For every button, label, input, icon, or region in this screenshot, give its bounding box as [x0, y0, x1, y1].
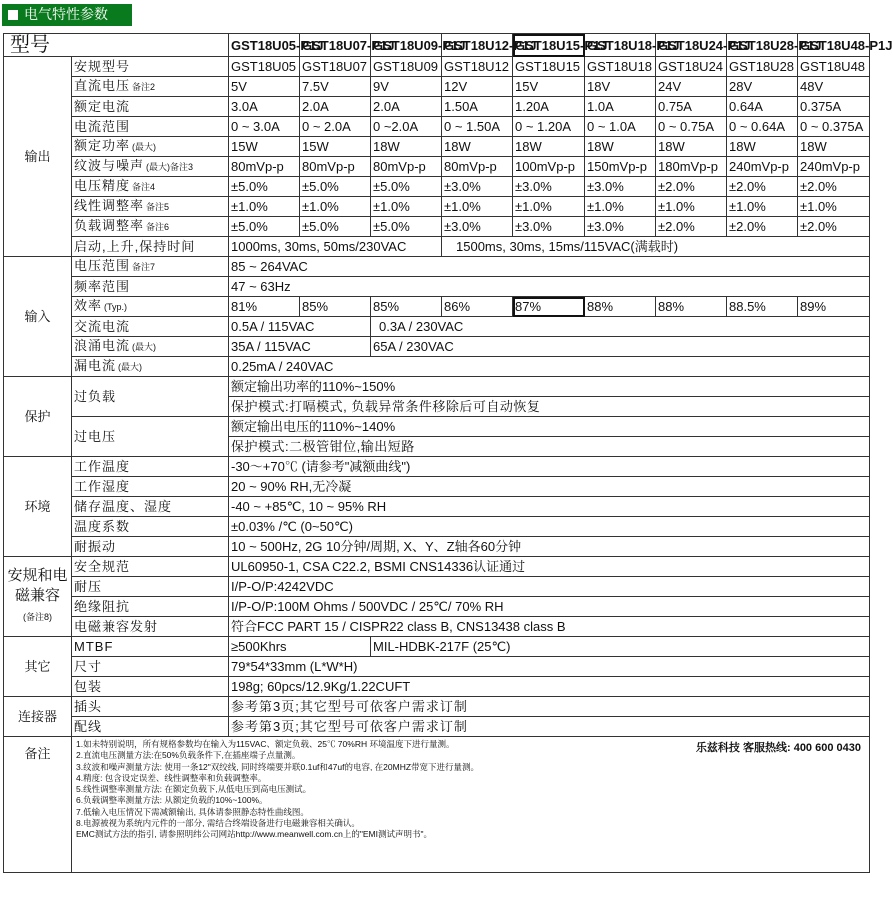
- cell: ±2.0%: [798, 217, 870, 237]
- cell: GST18U12: [442, 57, 513, 77]
- output-row: [4, 137, 870, 157]
- row-label: 安规型号: [72, 57, 229, 77]
- startup-value-230: 1000ms, 30ms, 50ms/230VAC: [229, 237, 442, 257]
- input-row: [4, 257, 870, 277]
- cell: ±1.0%: [300, 197, 371, 217]
- safety-row: [4, 557, 870, 577]
- row-label: 温度系数: [72, 517, 229, 537]
- note-line: 1.如未特别说明，所有规格参数均在输入为115VAC、额定负载、25℃ 70%RH 环境温度下进行量测。: [76, 739, 455, 749]
- cell: 24V: [656, 77, 727, 97]
- row-label: 尺寸: [72, 657, 229, 677]
- note-line: 7.低输入电压情况下需减额输出, 具体请参照静态特性曲线图。: [76, 806, 309, 817]
- row-label: 配线: [72, 717, 229, 737]
- row-label: 浪涌电流 (最大): [72, 337, 229, 357]
- output-row: [4, 177, 870, 197]
- cell: 100mVp-p: [513, 157, 585, 177]
- cell: 0 ~ 0.375A: [798, 117, 870, 137]
- environment-row: [4, 457, 870, 477]
- cell: 2.0A: [371, 97, 442, 117]
- note-line: 2.直流电压测量方法:在50%负载条件下,在插座端子点量测。: [76, 750, 301, 761]
- cell: 0 ~ 0.75A: [656, 117, 727, 137]
- section-title-bar: [2, 4, 132, 26]
- model-label: 型号: [4, 34, 229, 57]
- cell: 18V: [585, 77, 656, 97]
- row-label: 线性调整率 备注5: [72, 197, 229, 217]
- model-header: GST18U24-P1J: [656, 34, 727, 57]
- cell: ±1.0%: [371, 197, 442, 217]
- cell: ±1.0%: [798, 197, 870, 217]
- note-line: 3.纹波和噪声测量方法: 使用一条12"双绞线, 同时终端要并联0.1uf和47uf的电容, 在20MHZ带宽下进行量测。: [76, 761, 480, 772]
- input-row: [4, 277, 870, 297]
- cell: ±2.0%: [798, 177, 870, 197]
- cell: ±1.0%: [442, 197, 513, 217]
- cell: 15W: [300, 137, 371, 157]
- model-header: GST18U28-P1J: [727, 34, 798, 57]
- group-input: 输入: [4, 257, 72, 377]
- cell: ±1.0%: [229, 197, 300, 217]
- cell: 2.0A: [300, 97, 371, 117]
- row-label: 负载调整率 备注6: [72, 217, 229, 237]
- cell: ±3.0%: [442, 177, 513, 197]
- cell: 0 ~ 1.0A: [585, 117, 656, 137]
- row-label: 过负载: [72, 377, 229, 417]
- size-value: 79*54*33mm (L*W*H): [229, 657, 870, 677]
- cell: GST18U24: [656, 57, 727, 77]
- cell: 0 ~ 1.50A: [442, 117, 513, 137]
- protection-row: [4, 417, 870, 437]
- row-label: 启动,上升,保持时间: [72, 237, 229, 257]
- group-safety-note: (备注8): [23, 612, 52, 622]
- cell: ±3.0%: [442, 217, 513, 237]
- cell: ±2.0%: [656, 177, 727, 197]
- cell: ±1.0%: [656, 197, 727, 217]
- notes-row: [4, 737, 870, 873]
- row-label: 电压范围 备注7: [72, 257, 229, 277]
- startup-row: [4, 237, 870, 257]
- ac-current-230: 0.3A / 230VAC: [371, 317, 870, 337]
- environment-row: [4, 517, 870, 537]
- cell: ±1.0%: [513, 197, 585, 217]
- row-label: 过电压: [72, 417, 229, 457]
- cell: 88%: [585, 297, 656, 317]
- input-row: [4, 337, 870, 357]
- output-row: [4, 97, 870, 117]
- cell: ±3.0%: [585, 217, 656, 237]
- cell: 9V: [371, 77, 442, 97]
- cell-highlighted: 87%: [513, 297, 585, 317]
- cell: ±5.0%: [371, 217, 442, 237]
- cell: 18W: [798, 137, 870, 157]
- cell: 85%: [371, 297, 442, 317]
- cell: 85%: [300, 297, 371, 317]
- cell: 0 ~ 2.0A: [300, 117, 371, 137]
- cell: 7.5V: [300, 77, 371, 97]
- cell: ±3.0%: [513, 217, 585, 237]
- row-label: 纹波与噪声 (最大)备注3: [72, 157, 229, 177]
- row-label: 效率 (Typ.): [72, 297, 229, 317]
- ac-current-115: 0.5A / 115VAC: [229, 317, 371, 337]
- output-row: [4, 77, 870, 97]
- cell: 0 ~ 0.64A: [727, 117, 798, 137]
- cell: 0 ~ 3.0A: [229, 117, 300, 137]
- inrush-230: 65A / 230VAC: [371, 337, 870, 357]
- model-header: GST18U05-P1J: [229, 34, 300, 57]
- input-freq-value: 47 ~ 63Hz: [229, 277, 870, 297]
- cell: 18W: [442, 137, 513, 157]
- row-label: 电压精度 备注4: [72, 177, 229, 197]
- model-header: GST18U48-P1J: [798, 34, 870, 57]
- mtbf-value: ≥500Khrs: [229, 637, 371, 657]
- square-icon: [8, 10, 18, 20]
- leakage-value: 0.25mA / 240VAC: [229, 357, 870, 377]
- row-label: 漏电流 (最大): [72, 357, 229, 377]
- cell: 88.5%: [727, 297, 798, 317]
- hotline: 乐兹科技 客服热线: 400 600 0430: [695, 742, 861, 754]
- row-label: 耐振动: [72, 537, 229, 557]
- model-header: GST18U07-P1J: [300, 34, 371, 57]
- group-other: 其它: [4, 637, 72, 697]
- other-row: [4, 657, 870, 677]
- row-label: 包装: [72, 677, 229, 697]
- note-line: 5.线性调整率测量方法: 在额定负载下,从低电压到高电压测试。: [76, 784, 312, 795]
- cell: 48V: [798, 77, 870, 97]
- cell: 18W: [513, 137, 585, 157]
- safety-value: I/P-O/P:4242VDC: [229, 577, 870, 597]
- overvolt-line1: 额定输出电压的110%~140%: [229, 417, 870, 437]
- cell: 18W: [585, 137, 656, 157]
- row-label: 工作湿度: [72, 477, 229, 497]
- cell: 0 ~ 1.20A: [513, 117, 585, 137]
- cell: 80mVp-p: [442, 157, 513, 177]
- cell: ±2.0%: [727, 177, 798, 197]
- row-label: 耐压: [72, 577, 229, 597]
- note-line: EMC测试方法的指引, 请参照明纬公司网站http://www.meanwell.com.cn上的"EMI测试声明书"。: [76, 829, 432, 840]
- overload-line2: 保护模式:打嗝模式, 负载异常条件移除后可自动恢复: [229, 397, 870, 417]
- group-environment: 环境: [4, 457, 72, 557]
- env-value: -30～+70℃ (请参考"减额曲线"): [229, 457, 870, 477]
- output-row: [4, 117, 870, 137]
- row-label: MTBF: [72, 637, 229, 657]
- env-value: -40 ~ +85℃, 10 ~ 95% RH: [229, 497, 870, 517]
- row-label: 储存温度、湿度: [72, 497, 229, 517]
- row-label: 额定功率 (最大): [72, 137, 229, 157]
- cell: GST18U09: [371, 57, 442, 77]
- cell: 12V: [442, 77, 513, 97]
- cell: 18W: [727, 137, 798, 157]
- notes-cell: [72, 737, 870, 873]
- cell: ±2.0%: [656, 217, 727, 237]
- safety-row: [4, 617, 870, 637]
- cell: 240mVp-p: [727, 157, 798, 177]
- connector-row: [4, 717, 870, 737]
- input-row: [4, 317, 870, 337]
- cell: GST18U28: [727, 57, 798, 77]
- row-label: 直流电压 备注2: [72, 77, 229, 97]
- cell: 18W: [371, 137, 442, 157]
- env-value: ±0.03% /℃ (0~50℃): [229, 517, 870, 537]
- model-header: GST18U09-P1J: [371, 34, 442, 57]
- cell: 81%: [229, 297, 300, 317]
- safety-value: I/P-O/P:100M Ohms / 500VDC / 25℃/ 70% RH: [229, 597, 870, 617]
- cell: 80mVp-p: [371, 157, 442, 177]
- group-connector: 连接器: [4, 697, 72, 737]
- cell: ±3.0%: [585, 177, 656, 197]
- mtbf-standard: MIL-HDBK-217F (25℃): [371, 637, 870, 657]
- overload-line1: 额定输出功率的110%~150%: [229, 377, 870, 397]
- note-line: 8.电源被视为系统内元件的一部分, 需结合终端设备进行电磁兼容相关确认。: [76, 818, 360, 829]
- cell: 80mVp-p: [229, 157, 300, 177]
- note-line: 4.精度: 包含设定误差、线性调整率和负载调整率。: [76, 772, 267, 783]
- connector-row: [4, 697, 870, 717]
- cell: GST18U48: [798, 57, 870, 77]
- cell: 5V: [229, 77, 300, 97]
- cell: ±3.0%: [513, 177, 585, 197]
- environment-row: [4, 537, 870, 557]
- spec-table: [3, 33, 893, 873]
- environment-row: [4, 497, 870, 517]
- cell: 0 ~2.0A: [371, 117, 442, 137]
- startup-value-115: 1500ms, 30ms, 15ms/115VAC(满载时): [442, 237, 870, 257]
- environment-row: [4, 477, 870, 497]
- model-header: GST18U18-P1J: [585, 34, 656, 57]
- cell: 180mVp-p: [656, 157, 727, 177]
- group-notes: 备注: [4, 737, 72, 873]
- row-label: 电流范围: [72, 117, 229, 137]
- output-row: [4, 217, 870, 237]
- row-label: 绝缘阻抗: [72, 597, 229, 617]
- group-protection: 保护: [4, 377, 72, 457]
- cell: 0.375A: [798, 97, 870, 117]
- safety-row: [4, 577, 870, 597]
- cell: 18W: [656, 137, 727, 157]
- safety-value: 符合FCC PART 15 / CISPR22 class B, CNS13438 class B: [229, 617, 870, 637]
- cell: 88%: [656, 297, 727, 317]
- inrush-115: 35A / 115VAC: [229, 337, 371, 357]
- cell: ±2.0%: [727, 217, 798, 237]
- cell: ±5.0%: [300, 217, 371, 237]
- overvolt-line2: 保护模式:二极管钳位,输出短路: [229, 437, 870, 457]
- cell: 89%: [798, 297, 870, 317]
- input-voltage-value: 85 ~ 264VAC: [229, 257, 870, 277]
- other-row: [4, 637, 870, 657]
- row-label: 额定电流: [72, 97, 229, 117]
- cell: ±5.0%: [300, 177, 371, 197]
- output-row: [4, 197, 870, 217]
- pack-value: 198g; 60pcs/12.9Kg/1.22CUFT: [229, 677, 870, 697]
- cell: GST18U15: [513, 57, 585, 77]
- output-row: [4, 57, 870, 77]
- cell: 15V: [513, 77, 585, 97]
- cell: 150mVp-p: [585, 157, 656, 177]
- env-value: 10 ~ 500Hz, 2G 10分钟/周期, X、Y、Z轴各60分钟: [229, 537, 870, 557]
- cell: 28V: [727, 77, 798, 97]
- model-header-highlighted: GST18U15-P1J: [513, 34, 585, 57]
- cell: ±5.0%: [229, 217, 300, 237]
- row-label: 插头: [72, 697, 229, 717]
- other-row: [4, 677, 870, 697]
- protection-row: [4, 377, 870, 397]
- cell: 86%: [442, 297, 513, 317]
- row-label: 安全规范: [72, 557, 229, 577]
- cell: 3.0A: [229, 97, 300, 117]
- safety-row: [4, 597, 870, 617]
- note-line: 6.负载调整率测量方法: 从额定负载的10%~100%。: [76, 795, 268, 806]
- cell: GST18U18: [585, 57, 656, 77]
- row-label: 电磁兼容发射: [72, 617, 229, 637]
- model-header-row: [4, 34, 870, 57]
- cell: ±1.0%: [727, 197, 798, 217]
- group-safety: [4, 557, 72, 637]
- cell: 1.50A: [442, 97, 513, 117]
- cell: ±5.0%: [371, 177, 442, 197]
- output-row: [4, 157, 870, 177]
- cell: 240mVp-p: [798, 157, 870, 177]
- connector-value: 参考第3页;其它型号可依客户需求订制: [229, 697, 870, 717]
- input-row: [4, 357, 870, 377]
- section-title: 电气特性参数: [24, 7, 108, 23]
- cell: 0.75A: [656, 97, 727, 117]
- cell: 1.20A: [513, 97, 585, 117]
- connector-value: 参考第3页;其它型号可依客户需求订制: [229, 717, 870, 737]
- cell: ±1.0%: [585, 197, 656, 217]
- cell: 1.0A: [585, 97, 656, 117]
- cell: GST18U07: [300, 57, 371, 77]
- input-row: [4, 297, 870, 317]
- env-value: 20 ~ 90% RH,无冷凝: [229, 477, 870, 497]
- group-safety-label: 安规和电磁兼容: [7, 567, 68, 604]
- cell: 80mVp-p: [300, 157, 371, 177]
- cell: 15W: [229, 137, 300, 157]
- notes-list: [76, 739, 865, 841]
- model-header: GST18U12-P1J: [442, 34, 513, 57]
- cell: 0.64A: [727, 97, 798, 117]
- safety-value: UL60950-1, CSA C22.2, BSMI CNS14336认证通过: [229, 557, 870, 577]
- cell: ±5.0%: [229, 177, 300, 197]
- row-label: 交流电流: [72, 317, 229, 337]
- row-label: 频率范围: [72, 277, 229, 297]
- cell: GST18U05: [229, 57, 300, 77]
- group-output: 输出: [4, 57, 72, 257]
- row-label: 工作温度: [72, 457, 229, 477]
